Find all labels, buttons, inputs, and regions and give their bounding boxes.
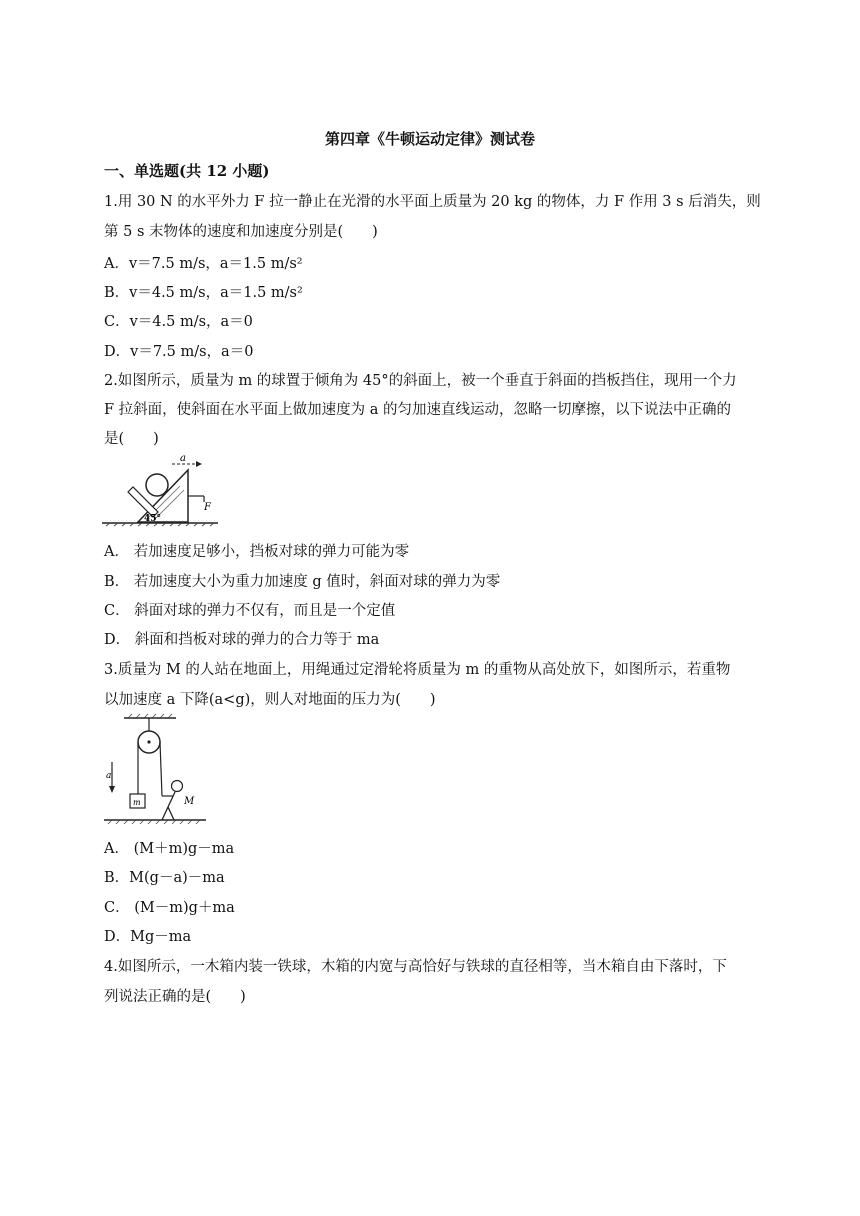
pulley-figure — [100, 712, 210, 828]
page-title: 第四章《牛顿运动定律》测试卷 — [324, 130, 535, 148]
q2-option-b: B． 若加速度大小为重力加速度 g 值时，斜面对球的弹力为零 — [104, 574, 501, 590]
q4-stem-line-2: 列说法正确的是( ) — [104, 989, 246, 1005]
figure-label-big-m: M — [184, 796, 195, 807]
figure-label-m: m — [133, 798, 141, 807]
q1-stem-line-2: 第 5 s 末物体的速度和加速度分别是( ) — [104, 224, 378, 240]
q3-option-a: A． (M＋m)g－ma — [104, 841, 235, 857]
q2-option-c: C． 斜面对球的弹力不仅有，而且是一个定值 — [104, 603, 396, 619]
q2-stem-line-3: 是( ) — [104, 431, 159, 447]
q1-option-b: B．v＝4.5 m/s，a＝1.5 m/s² — [104, 285, 303, 301]
q2-stem-line-1: 2.如图所示，质量为 m 的球置于倾角为 45°的斜面上，被一个垂直于斜面的挡板挡住，现用一个力 — [104, 373, 737, 389]
figure-label-angle: 45° — [144, 514, 162, 524]
q2-option-a: A． 若加速度足够小，挡板对球的弹力可能为零 — [104, 544, 410, 560]
incline-ball-figure — [100, 452, 220, 530]
q3-stem-line-2: 以加速度 a 下降(a<g)，则人对地面的压力为( ) — [104, 692, 436, 708]
q1-option-a: A．v＝7.5 m/s，a＝1.5 m/s² — [104, 256, 303, 272]
q3-option-c: C． (M－m)g＋ma — [104, 900, 235, 916]
figure-label-a: a — [106, 771, 112, 781]
q3-option-d: D．Mg－ma — [104, 929, 192, 945]
q1-stem-line-1: 1.用 30 N 的水平外力 F 拉一静止在光滑的水平面上质量为 20 kg 的物体，力 F 作用 3 s 后消失，则 — [104, 194, 761, 210]
section-heading: 一、单选题(共 12 小题) — [104, 162, 270, 180]
q1-option-c: C．v＝4.5 m/s，a＝0 — [104, 314, 253, 330]
q2-stem-line-2: F 拉斜面，使斜面在水平面上做加速度为 a 的匀加速直线运动，忽略一切摩擦，以下说法中正确的 — [104, 402, 732, 418]
figure-label-f: F — [204, 502, 211, 513]
q1-option-d: D．v＝7.5 m/s，a＝0 — [104, 344, 254, 360]
figure-label-a: a — [180, 453, 186, 464]
q3-option-b: B．M(g－a)－ma — [104, 870, 225, 886]
q3-stem-line-1: 3.质量为 M 的人站在地面上，用绳通过定滑轮将质量为 m 的重物从高处放下，如图所示，若重物 — [104, 662, 731, 678]
q4-stem-line-1: 4.如图所示，一木箱内装一铁球，木箱的内宽与高恰好与铁球的直径相等，当木箱自由下落时，下 — [104, 959, 727, 975]
q2-option-d: D． 斜面和挡板对球的弹力的合力等于 ma — [104, 632, 380, 648]
